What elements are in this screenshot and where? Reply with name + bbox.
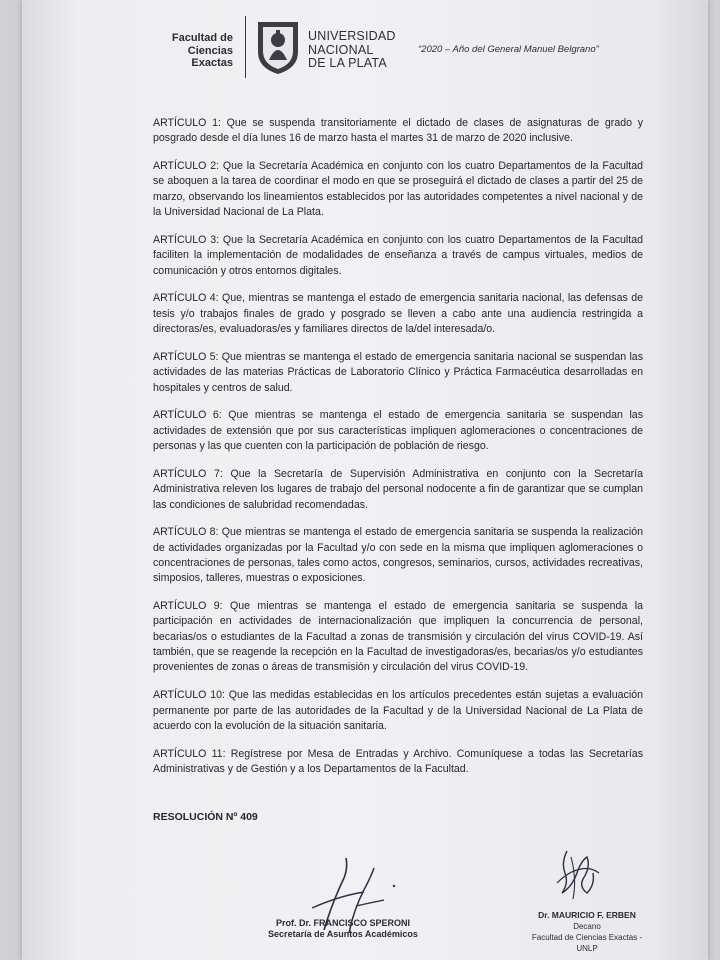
article-5: ARTÍCULO 5: Que mientras se mantenga el estado de emergencia sanitaria nacional se suspendan las actividades de las materias Prácticas de Laboratorio Clínico y Práctica Farmacéutica desarrolladas en hospitales y centros de salud. bbox=[153, 350, 643, 394]
signer-left-title: Secretaría de Asuntos Académicos bbox=[268, 929, 418, 939]
university-line1: UNIVERSIDAD bbox=[308, 29, 396, 43]
signer-left-name: Prof. Dr. FRANCISCO SPERONI bbox=[275, 918, 410, 928]
signer-left bbox=[258, 918, 428, 940]
article-11: ARTÍCULO 11: Regístrese por Mesa de Entradas y Archivo. Comuníquese a todas las Secretarías Administrativas y de Gestión y a los Departamentos de la Facultad. bbox=[153, 747, 643, 776]
signer-right-org: Facultad de Ciencias Exactas - UNLP bbox=[531, 933, 643, 953]
signer-right bbox=[522, 910, 652, 954]
article-7: ARTÍCULO 7: Que la Secretaría de Supervisión Administrativa en conjunto con la Secretaría Administrativa releven los lugares de trabajo del personal nodocente a fin de garantizar que se cumplan las condiciones de salubridad recomendadas. bbox=[153, 467, 643, 511]
resolution-number: RESOLUCIÓN Nº 409 bbox=[153, 811, 258, 823]
article-2: ARTÍCULO 2: Que la Secretaría Académica en conjunto con los cuatro Departamentos de la Facultad se aboquen a la tarea de coordinar el modo en que se proseguirá el dictado de clases a partir del 25 de marzo, observando los lineamientos establecidos por las autoridades competentes a nivel nacional y de la Universidad Nacional de La Plata. bbox=[153, 160, 643, 219]
article-1: ARTÍCULO 1: Que se suspenda transitoriamente el dictado de clases de asignaturas de grado y posgrado desde el día lunes 16 de marzo hasta el martes 31 de marzo de 2020 inclusive. bbox=[153, 117, 643, 145]
article-4: ARTÍCULO 4: Que, mientras se mantenga el estado de emergencia sanitaria nacional, las defensas de tesis y/o trabajos finales de grado y posgrado se lleven a cabo ante una audiencia restringida a directoras/es, evaluadoras/es y familiares directos de la/del interesada/o. bbox=[153, 292, 643, 336]
unlp-seal-icon bbox=[254, 18, 302, 76]
articles-body bbox=[153, 116, 643, 790]
university-line3: DE LA PLATA bbox=[308, 56, 387, 70]
university-name bbox=[308, 30, 396, 71]
header-divider bbox=[245, 16, 246, 78]
handwritten-signature-right bbox=[547, 843, 607, 905]
article-10: ARTÍCULO 10: Que las medidas establecidas en los artículos precedentes están sujetas a evaluación permanente por parte de las autoridades de la Facultad y de la Universidad Nacional de La Plata de acuerdo con la evolución de la situación sanitaria. bbox=[153, 689, 643, 732]
university-line2: NACIONAL bbox=[308, 42, 374, 57]
document-page bbox=[22, 0, 708, 960]
faculty-name bbox=[145, 32, 233, 70]
article-6: ARTÍCULO 6: Que mientras se mantenga el estado de emergencia sanitaria se suspendan las actividades de extensión que por sus características impliquen aglomeraciones o concentraciones de personas y las que cuenten con la participación de población de riesgo. bbox=[153, 409, 643, 453]
article-3: ARTÍCULO 3: Que la Secretaría Académica en conjunto con los cuatro Departamentos de la Facultad faciliten la implementación de modalidades de enseñanza a través de campus virtuales, medios de comunicación y otros entornos digitales. bbox=[153, 233, 643, 277]
signer-right-name: Dr. MAURICIO F. ERBEN bbox=[538, 910, 636, 920]
signer-right-title: Decano bbox=[573, 922, 601, 931]
article-9: ARTÍCULO 9: Que mientras se mantenga el estado de emergencia sanitaria se suspenda la participación en actividades de internacionalización que impliquen la concurrencia de personal, becarias/os o estudiantes de la Facultad a zonas de transmisión y circulación del virus COVID-19. Así también, que se reagende la recepción en la Facultad de investigadoras/es, becarias/os y/o estudiantes provenientes de zonas o áreas de transmisión y circulación del virus COVID-19. bbox=[153, 600, 643, 674]
year-motto: “2020 – Año del General Manuel Belgrano” bbox=[418, 44, 599, 55]
article-8: ARTÍCULO 8: Que mientras se mantenga el estado de emergencia sanitaria se suspenda la realización de actividades organizadas por la Facultad y/o con sede en la misma que impliquen aglomeraciones o concentraciones de personas, tales como actos, congresos, seminarios, cursos, actividades recreativas, simposios, talleres, muestras o exposiciones. bbox=[153, 526, 643, 585]
faculty-line1: Facultad de bbox=[171, 32, 233, 44]
faculty-line2: Ciencias Exactas bbox=[187, 44, 233, 69]
